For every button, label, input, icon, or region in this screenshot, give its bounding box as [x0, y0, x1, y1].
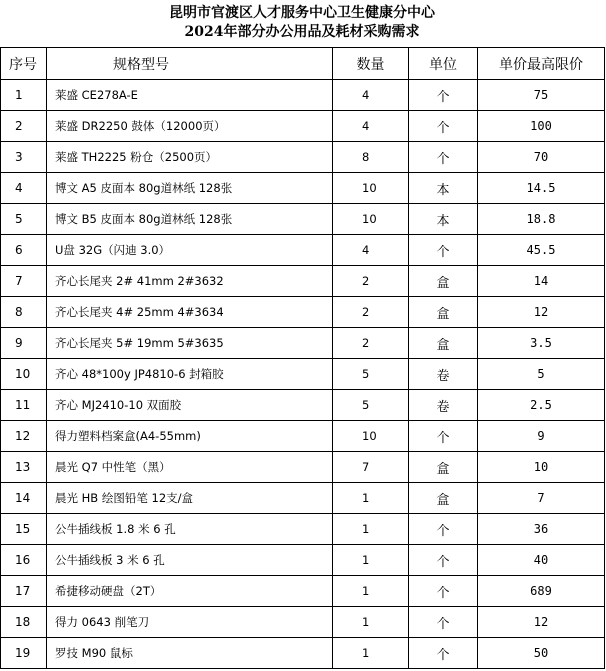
cell-unit[interactable]: 卷 [409, 359, 478, 390]
cell-spec[interactable]: 公牛插线板 3 米 6 孔 [47, 545, 333, 576]
table-row [1, 80, 605, 111]
cell-no[interactable]: 16 [1, 545, 47, 576]
cell-spec[interactable]: 公牛插线板 1.8 米 6 孔 [47, 514, 333, 545]
cell-unit[interactable]: 卷 [409, 390, 478, 421]
header-price[interactable]: 单价最高限价 [478, 48, 605, 80]
cell-no[interactable]: 1 [1, 80, 47, 111]
cell-unit[interactable]: 个 [409, 80, 478, 111]
cell-no[interactable]: 2 [1, 111, 47, 142]
cell-qty[interactable]: 1 [333, 514, 409, 545]
cell-qty[interactable]: 1 [333, 483, 409, 514]
cell-no[interactable]: 19 [1, 638, 47, 669]
table-row [1, 421, 605, 452]
cell-unit[interactable]: 个 [409, 514, 478, 545]
cell-qty[interactable]: 10 [333, 204, 409, 235]
title-line-1: 昆明市官渡区人才服务中心卫生健康分中心 [169, 5, 435, 21]
cell-spec[interactable]: 齐心 48*100y JP4810-6 封箱胶 [47, 359, 333, 390]
cell-unit[interactable]: 个 [409, 111, 478, 142]
cell-price[interactable]: 50 [478, 638, 605, 669]
cell-unit[interactable]: 个 [409, 421, 478, 452]
table-row [1, 328, 605, 359]
cell-unit[interactable]: 本 [409, 173, 478, 204]
cell-price[interactable]: 45.5 [478, 235, 605, 266]
cell-qty[interactable]: 7 [333, 452, 409, 483]
cell-spec[interactable]: 希捷移动硬盘（2T） [47, 576, 333, 607]
cell-price[interactable]: 9 [478, 421, 605, 452]
cell-price[interactable]: 12 [478, 607, 605, 638]
cell-qty[interactable]: 5 [333, 359, 409, 390]
table-row [1, 576, 605, 607]
cell-unit[interactable]: 盒 [409, 297, 478, 328]
header-qty[interactable]: 数量 [333, 48, 409, 80]
cell-spec[interactable]: 莱盛 TH2225 粉仓（2500页） [47, 142, 333, 173]
cell-unit[interactable]: 个 [409, 607, 478, 638]
cell-no[interactable]: 15 [1, 514, 47, 545]
cell-qty[interactable]: 2 [333, 328, 409, 359]
cell-price[interactable]: 2.5 [478, 390, 605, 421]
cell-qty[interactable]: 10 [333, 421, 409, 452]
table-row [1, 142, 605, 173]
table-row [1, 638, 605, 669]
cell-unit[interactable]: 盒 [409, 483, 478, 514]
cell-price[interactable]: 10 [478, 452, 605, 483]
cell-no[interactable]: 4 [1, 173, 47, 204]
cell-spec[interactable]: 齐心长尾夹 2# 41mm 2#3632 [47, 266, 333, 297]
table-row [1, 235, 605, 266]
cell-spec[interactable]: 晨光 HB 绘图铅笔 12支/盒 [47, 483, 333, 514]
header-spec[interactable]: 规格型号 [47, 48, 333, 80]
cell-no[interactable]: 14 [1, 483, 47, 514]
cell-price[interactable]: 3.5 [478, 328, 605, 359]
cell-spec[interactable]: 齐心长尾夹 5# 19mm 5#3635 [47, 328, 333, 359]
cell-qty[interactable]: 1 [333, 638, 409, 669]
cell-price[interactable]: 75 [478, 80, 605, 111]
cell-no[interactable]: 11 [1, 390, 47, 421]
cell-unit[interactable]: 个 [409, 545, 478, 576]
cell-no[interactable]: 13 [1, 452, 47, 483]
cell-spec[interactable]: 齐心长尾夹 4# 25mm 4#3634 [47, 297, 333, 328]
cell-qty[interactable]: 2 [333, 266, 409, 297]
cell-qty[interactable]: 8 [333, 142, 409, 173]
cell-price[interactable]: 14.5 [478, 173, 605, 204]
table-row [1, 297, 605, 328]
cell-unit[interactable]: 盒 [409, 452, 478, 483]
table-row [1, 452, 605, 483]
cell-spec[interactable]: 得力 0643 削笔刀 [47, 607, 333, 638]
cell-qty[interactable]: 5 [333, 390, 409, 421]
document-title [0, 4, 604, 42]
cell-no[interactable]: 7 [1, 266, 47, 297]
cell-unit[interactable]: 本 [409, 204, 478, 235]
cell-qty[interactable]: 2 [333, 297, 409, 328]
cell-no[interactable]: 17 [1, 576, 47, 607]
cell-price[interactable]: 12 [478, 297, 605, 328]
cell-spec[interactable]: 晨光 Q7 中性笔（黑） [47, 452, 333, 483]
table-row [1, 204, 605, 235]
cell-unit[interactable]: 盒 [409, 328, 478, 359]
table-row [1, 359, 605, 390]
cell-price[interactable]: 36 [478, 514, 605, 545]
cell-unit[interactable]: 个 [409, 235, 478, 266]
table-row [1, 607, 605, 638]
procurement-table [0, 47, 605, 669]
cell-qty[interactable]: 1 [333, 576, 409, 607]
cell-unit[interactable]: 个 [409, 142, 478, 173]
table-row [1, 173, 605, 204]
table-row [1, 111, 605, 142]
cell-no[interactable]: 8 [1, 297, 47, 328]
table-row [1, 545, 605, 576]
cell-no[interactable]: 9 [1, 328, 47, 359]
cell-qty[interactable]: 1 [333, 545, 409, 576]
cell-spec[interactable]: 得力塑料档案盒(A4-55mm) [47, 421, 333, 452]
cell-price[interactable]: 40 [478, 545, 605, 576]
cell-spec[interactable]: 莱盛 DR2250 鼓体（12000页） [47, 111, 333, 142]
cell-qty[interactable]: 4 [333, 235, 409, 266]
cell-spec[interactable]: 罗技 M90 鼠标 [47, 638, 333, 669]
cell-price[interactable]: 7 [478, 483, 605, 514]
table-row [1, 514, 605, 545]
cell-spec[interactable]: U盘 32G（闪迪 3.0） [47, 235, 333, 266]
title-line-2: 2024年部分办公用品及耗材采购需求 [184, 24, 420, 40]
table-row [1, 390, 605, 421]
cell-no[interactable]: 12 [1, 421, 47, 452]
cell-qty[interactable]: 4 [333, 80, 409, 111]
header-row [1, 48, 605, 80]
cell-price[interactable]: 70 [478, 142, 605, 173]
cell-price[interactable]: 100 [478, 111, 605, 142]
cell-unit[interactable]: 盒 [409, 266, 478, 297]
cell-no[interactable]: 3 [1, 142, 47, 173]
table-row [1, 483, 605, 514]
cell-spec[interactable]: 莱盛 CE278A-E [47, 80, 333, 111]
cell-price[interactable]: 689 [478, 576, 605, 607]
cell-no[interactable]: 5 [1, 204, 47, 235]
cell-qty[interactable]: 1 [333, 607, 409, 638]
cell-price[interactable]: 14 [478, 266, 605, 297]
cell-no[interactable]: 18 [1, 607, 47, 638]
cell-unit[interactable]: 个 [409, 638, 478, 669]
cell-qty[interactable]: 10 [333, 173, 409, 204]
cell-spec[interactable]: 博文 B5 皮面本 80g道林纸 128张 [47, 204, 333, 235]
cell-unit[interactable]: 个 [409, 576, 478, 607]
cell-price[interactable]: 5 [478, 359, 605, 390]
cell-qty[interactable]: 4 [333, 111, 409, 142]
cell-spec[interactable]: 博文 A5 皮面本 80g道林纸 128张 [47, 173, 333, 204]
header-unit[interactable]: 单位 [409, 48, 478, 80]
cell-price[interactable]: 18.8 [478, 204, 605, 235]
cell-spec[interactable]: 齐心 MJ2410-10 双面胶 [47, 390, 333, 421]
header-no[interactable]: 序号 [1, 48, 47, 80]
cell-no[interactable]: 10 [1, 359, 47, 390]
table-row [1, 266, 605, 297]
cell-no[interactable]: 6 [1, 235, 47, 266]
